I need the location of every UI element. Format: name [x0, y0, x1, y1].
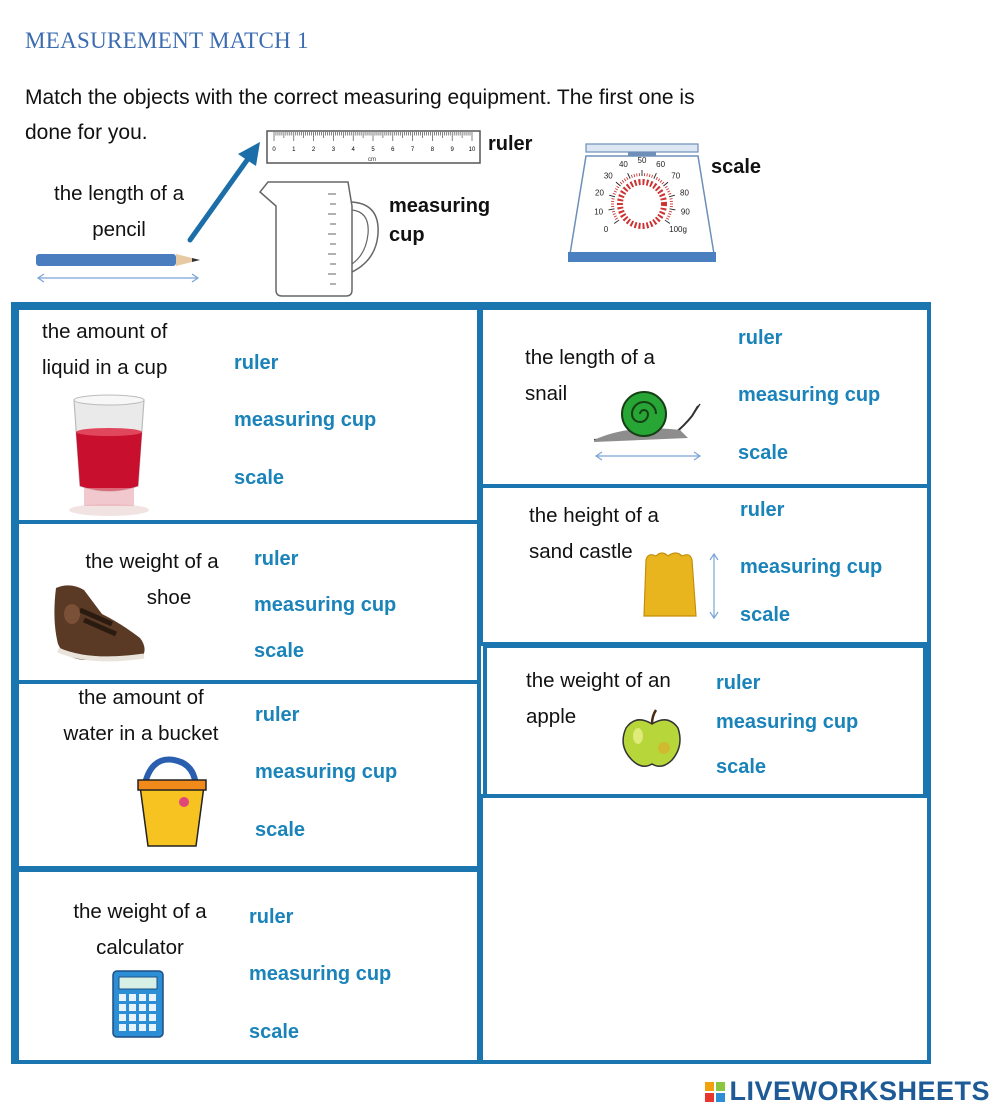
prompt-bucket-line-2: water in a bucket: [63, 722, 219, 745]
logo-mark-icon: [705, 1082, 725, 1102]
snail-icon: [588, 386, 706, 466]
cup-label-line-1: measuring: [389, 195, 491, 217]
scale-dial-label: 30: [603, 171, 613, 181]
measuring-cup-icon: [256, 178, 386, 300]
logo-text: LIVEWORKSHEETS: [729, 1076, 990, 1106]
scale-dial-label: 0: [603, 225, 609, 235]
ruler-icon: [266, 130, 482, 166]
prompt-apple-line-1: the weight of an: [526, 669, 671, 692]
example-prompt-line-2: pencil: [92, 218, 146, 241]
scale-dial-label: 70: [671, 171, 681, 181]
prompt-calculator-line-1: the weight of a: [73, 900, 207, 923]
prompt-shoe-line-1: the weight of a: [85, 550, 219, 573]
prompt-shoe-line-2: shoe: [146, 586, 192, 609]
prompt-liquid-cup: [42, 314, 167, 386]
ruler-tick-label: 1: [292, 147, 296, 153]
scale-dial-label: 100g: [669, 225, 687, 235]
liveworksheets-logo: [705, 1076, 990, 1107]
calculator-option-measuring-cup[interactable]: measuring cup: [249, 963, 392, 985]
page-title: MEASUREMENT MATCH 1: [25, 28, 309, 53]
prompt-sandcastle-line-1: the height of a: [529, 504, 659, 527]
calculator-icon: [112, 970, 164, 1038]
ruler-tick-label: 10: [468, 147, 476, 153]
prompt-snail-line-2: snail: [525, 382, 568, 405]
scale-icon: [566, 142, 718, 266]
prompt-calculator: [62, 894, 218, 966]
bucket-option-ruler[interactable]: ruler: [255, 704, 300, 726]
ruler-tick-label: 9: [450, 147, 454, 153]
prompt-liquid-cup-line-1: the amount of: [42, 320, 168, 343]
apple-icon: [620, 708, 684, 770]
ruler-tick-label: 5: [371, 147, 375, 153]
ruler-tick-label: 7: [410, 147, 415, 153]
prompt-bucket-line-1: the amount of: [78, 686, 204, 709]
instructions-line-1: Match the objects with the correct measuring equipment. The first one is: [25, 86, 695, 109]
bucket-option-measuring-cup[interactable]: measuring cup: [255, 761, 398, 783]
ruler-tick-label: 6: [391, 147, 395, 153]
example-prompt-line-1: the length of a: [54, 182, 184, 205]
card-empty: [479, 794, 931, 1064]
sandcastle-option-measuring-cup[interactable]: measuring cup: [740, 556, 883, 578]
scale-dial-label: 40: [618, 160, 628, 170]
bucket-option-scale[interactable]: scale: [255, 819, 306, 841]
svg-text:cm: cm: [368, 157, 376, 163]
example-prompt: [44, 176, 194, 248]
calculator-option-scale[interactable]: scale: [249, 1021, 300, 1043]
scale-dial-label: 60: [656, 160, 666, 170]
instructions-line-2: done for you.: [25, 121, 148, 144]
scale-dial-label: 50: [637, 156, 647, 165]
ruler-tick-label: 2: [311, 147, 316, 153]
sandcastle-option-scale[interactable]: scale: [740, 604, 791, 626]
scale-label: scale: [711, 156, 762, 178]
ruler-tick-label: 3: [331, 147, 336, 153]
ruler-tick-label: 8: [430, 147, 435, 153]
ruler-label: ruler: [488, 133, 533, 155]
prompt-snail-line-1: the length of a: [525, 346, 655, 369]
scale-dial-label: 10: [594, 207, 604, 217]
shoe-icon: [50, 580, 150, 668]
prompt-liquid-cup-line-2: liquid in a cup: [42, 356, 168, 379]
shoe-option-scale[interactable]: scale: [254, 640, 305, 662]
sandcastle-option-ruler[interactable]: ruler: [740, 499, 785, 521]
scale-dial-label: 20: [595, 188, 604, 198]
scale-dial-label: 80: [680, 188, 689, 198]
apple-option-ruler[interactable]: ruler: [716, 672, 761, 694]
apple-option-measuring-cup[interactable]: measuring cup: [716, 711, 859, 733]
ruler-tick-label: 4: [351, 147, 355, 153]
apple-option-scale[interactable]: scale: [716, 756, 767, 778]
cup-label: [389, 192, 490, 250]
glass-of-juice-icon: [66, 392, 152, 516]
ruler-tick-label: 0: [272, 147, 276, 153]
bucket-icon: [134, 752, 210, 852]
scale-dial-label: 90: [680, 207, 690, 217]
snail-option-measuring-cup[interactable]: measuring cup: [738, 384, 881, 406]
shoe-option-ruler[interactable]: ruler: [254, 548, 299, 570]
prompt-sandcastle-line-2: sand castle: [529, 540, 633, 563]
liquid-cup-option-scale[interactable]: scale: [234, 467, 285, 489]
snail-option-scale[interactable]: scale: [738, 442, 789, 464]
prompt-calculator-line-2: calculator: [96, 936, 184, 959]
liquid-cup-option-ruler[interactable]: ruler: [234, 352, 279, 374]
prompt-apple-line-2: apple: [526, 705, 577, 728]
shoe-option-measuring-cup[interactable]: measuring cup: [254, 594, 397, 616]
calculator-option-ruler[interactable]: ruler: [249, 906, 294, 928]
liquid-cup-option-measuring-cup[interactable]: measuring cup: [234, 409, 377, 431]
prompt-bucket: [48, 680, 234, 752]
sandcastle-icon: [636, 548, 726, 622]
snail-option-ruler[interactable]: ruler: [738, 327, 783, 349]
cup-label-line-2: cup: [389, 224, 425, 246]
